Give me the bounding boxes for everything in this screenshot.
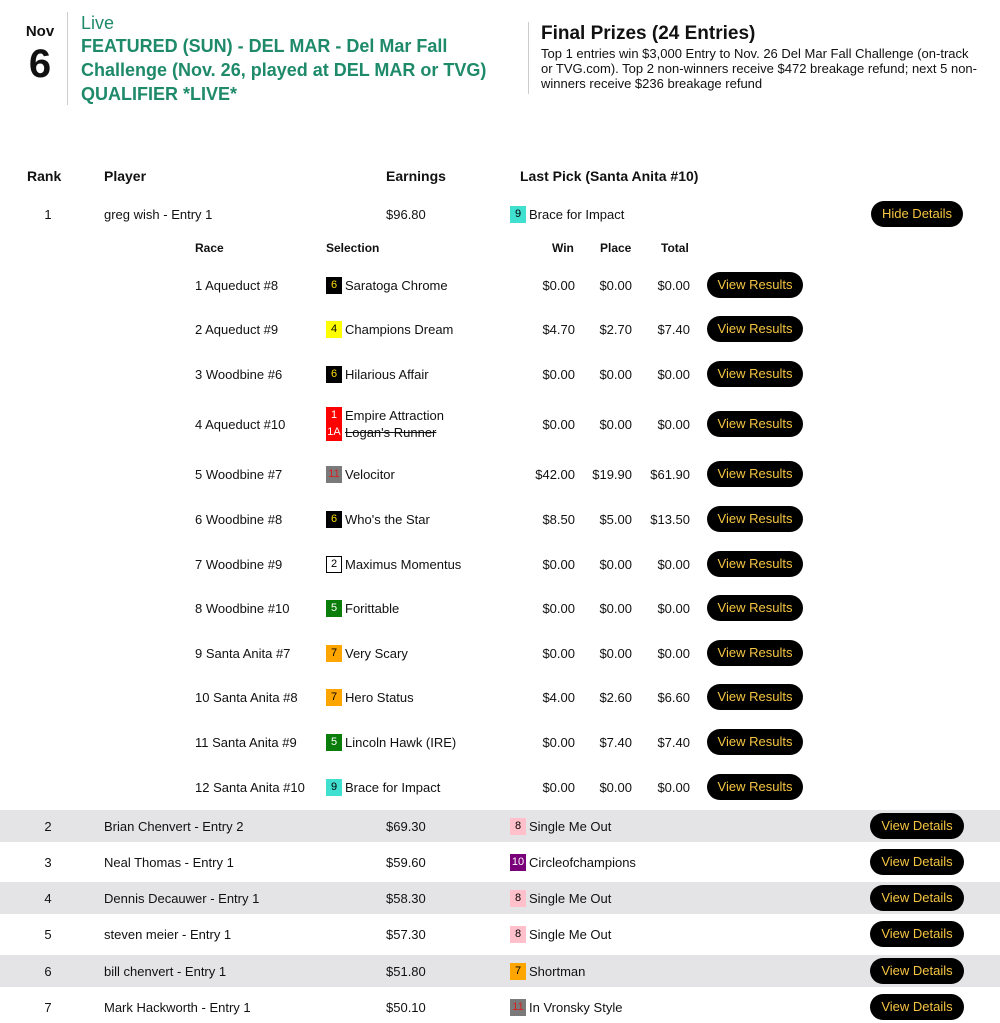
win-amount: $42.00	[535, 466, 575, 482]
race-result-row	[0, 400, 1000, 448]
place-amount: $2.60	[599, 689, 632, 705]
saddle-cloth-badge: 11	[510, 999, 526, 1016]
last-pick-cell	[510, 198, 840, 230]
race-result-row	[0, 590, 1000, 626]
saddle-cloth-badge: 1A	[326, 424, 342, 441]
results-button-cell	[706, 400, 804, 448]
col-total: Total	[661, 241, 689, 255]
last-pick-cell	[510, 846, 840, 878]
horse-name: Champions Dream	[345, 321, 454, 337]
race-result-row	[0, 267, 1000, 303]
leaderboard-row	[0, 810, 1000, 842]
race-name: 6 Woodbine #8	[195, 511, 283, 527]
selection-line	[326, 466, 395, 483]
race-result-row	[0, 546, 1000, 582]
earnings-cell: $96.80	[386, 206, 426, 222]
total-amount: $0.00	[657, 556, 690, 572]
place-amount: $7.40	[599, 734, 632, 750]
col-selection: Selection	[326, 241, 380, 255]
horse-name: Brace for Impact	[529, 206, 625, 222]
race-result-row	[0, 456, 1000, 492]
total-amount: $0.00	[657, 277, 690, 293]
view-details-button[interactable]: View Details	[870, 849, 963, 875]
race-name: 3 Woodbine #6	[195, 366, 283, 382]
rank-cell: 4	[44, 890, 52, 906]
results-button-cell	[706, 267, 804, 303]
details-button-cell	[870, 918, 964, 950]
details-button-cell	[870, 882, 964, 914]
race-name: 10 Santa Anita #8	[195, 689, 298, 705]
horse-name: Empire Attraction	[345, 408, 444, 423]
horse-name: Saratoga Chrome	[345, 277, 448, 293]
col-race: Race	[195, 241, 224, 255]
race-name: 11 Santa Anita #9	[195, 734, 297, 750]
selection-line	[326, 689, 414, 706]
horse-name: Maximus Momentus	[345, 556, 462, 572]
date-month: Nov	[25, 23, 55, 40]
selection-cell	[326, 356, 526, 392]
horse-name: Lincoln Hawk (IRE)	[345, 734, 457, 750]
details-button-cell	[870, 198, 964, 230]
player-name: bill chenvert - Entry 1	[104, 963, 227, 979]
win-amount: $4.00	[542, 689, 575, 705]
selection-line	[326, 424, 436, 441]
view-details-button[interactable]: View Details	[870, 958, 963, 984]
horse-name: Shortman	[529, 963, 586, 979]
prize-info	[528, 22, 978, 94]
earnings-cell: $58.30	[386, 890, 426, 906]
player-name: Neal Thomas - Entry 1	[104, 854, 234, 870]
selection-line	[326, 321, 453, 338]
race-name: 5 Woodbine #7	[195, 466, 283, 482]
col-last-pick: Last Pick (Santa Anita #10)	[520, 168, 699, 184]
race-name: 7 Woodbine #9	[195, 556, 283, 572]
earnings-cell: $57.30	[386, 926, 426, 942]
view-details-button[interactable]: View Details	[870, 885, 963, 911]
selection-cell	[326, 724, 526, 760]
details-header	[0, 241, 1000, 257]
win-amount: $0.00	[542, 277, 575, 293]
player-name: Brian Chenvert - Entry 2	[104, 818, 244, 834]
saddle-cloth-badge: 1	[326, 407, 342, 424]
view-results-button[interactable]: View Results	[707, 640, 804, 666]
details-button-cell	[870, 810, 964, 842]
leaderboard-row	[0, 882, 1000, 914]
horse-name: Brace for Impact	[345, 779, 441, 795]
view-results-button[interactable]: View Results	[707, 272, 804, 298]
results-button-cell	[706, 456, 804, 492]
place-amount: $2.70	[599, 321, 632, 337]
saddle-cloth-badge: 9	[326, 779, 342, 796]
view-results-button[interactable]: View Results	[707, 461, 804, 487]
view-results-button[interactable]: View Results	[707, 684, 804, 710]
saddle-cloth-badge: 2	[326, 556, 342, 573]
total-amount: $0.00	[657, 779, 690, 795]
saddle-cloth-badge: 5	[326, 734, 342, 751]
saddle-cloth-badge: 6	[326, 511, 342, 528]
horse-name: Who's the Star	[345, 511, 430, 527]
player-name: Mark Hackworth - Entry 1	[104, 999, 251, 1015]
saddle-cloth-badge: 10	[510, 854, 526, 871]
earnings-cell: $69.30	[386, 818, 426, 834]
place-amount: $19.90	[592, 466, 632, 482]
prize-title: Final Prizes (24 Entries)	[541, 23, 756, 44]
selection-line	[326, 645, 408, 662]
race-result-row	[0, 679, 1000, 715]
win-amount: $0.00	[542, 600, 575, 616]
saddle-cloth-badge: 11	[326, 466, 342, 483]
col-player: Player	[104, 168, 147, 184]
place-amount: $0.00	[599, 645, 632, 661]
total-amount: $6.60	[657, 689, 690, 705]
place-amount: $0.00	[599, 277, 632, 293]
rank-cell: 7	[44, 999, 52, 1015]
hide-details-button[interactable]: Hide Details	[871, 201, 963, 227]
status-label: Live	[81, 13, 115, 33]
col-place: Place	[600, 241, 632, 255]
date-day: 6	[28, 42, 52, 86]
horse-name: Hilarious Affair	[345, 366, 429, 382]
rank-cell: 1	[44, 206, 52, 222]
race-name: 4 Aqueduct #10	[195, 416, 286, 432]
leaderboard-row	[0, 198, 1000, 230]
results-button-cell	[706, 769, 804, 805]
selection-cell	[326, 311, 526, 347]
view-details-button[interactable]: View Details	[870, 813, 963, 839]
saddle-cloth-badge: 6	[326, 277, 342, 294]
saddle-cloth-badge: 8	[510, 926, 526, 943]
saddle-cloth-badge: 7	[326, 689, 342, 706]
col-win: Win	[552, 241, 574, 255]
total-amount: $0.00	[657, 600, 690, 616]
horse-name: Very Scary	[345, 645, 408, 661]
selection-cell	[326, 546, 526, 582]
selection-line	[326, 556, 461, 573]
view-results-button[interactable]: View Results	[707, 361, 804, 387]
race-name: 12 Santa Anita #10	[195, 779, 305, 795]
view-details-button[interactable]: View Details	[870, 921, 963, 947]
race-result-row	[0, 769, 1000, 805]
col-rank: Rank	[27, 168, 62, 184]
win-amount: $8.50	[542, 511, 575, 527]
selection-line	[326, 779, 440, 796]
leaderboard-header	[0, 168, 1000, 188]
horse-name: Single Me Out	[529, 926, 612, 942]
win-amount: $0.00	[542, 416, 575, 432]
selection-cell	[326, 501, 526, 537]
horse-name: Single Me Out	[529, 890, 612, 906]
race-name: 8 Woodbine #10	[195, 600, 290, 616]
race-result-row	[0, 356, 1000, 392]
saddle-cloth-badge: 7	[326, 645, 342, 662]
place-amount: $0.00	[599, 600, 632, 616]
saddle-cloth-badge: 9	[510, 206, 526, 223]
rank-cell: 3	[44, 854, 52, 870]
selection-line	[326, 511, 430, 528]
race-name: 9 Santa Anita #7	[195, 645, 291, 661]
selection-cell	[326, 590, 526, 626]
view-details-button[interactable]: View Details	[870, 994, 963, 1020]
results-button-cell	[706, 724, 804, 760]
saddle-cloth-badge: 6	[326, 366, 342, 383]
earnings-cell: $50.10	[386, 999, 426, 1015]
race-name: 2 Aqueduct #9	[195, 321, 279, 337]
total-amount: $13.50	[650, 511, 690, 527]
saddle-cloth-badge: 5	[326, 600, 342, 617]
results-button-cell	[706, 501, 804, 537]
player-name: Dennis Decauwer - Entry 1	[104, 890, 260, 906]
horse-name: Circleofchampions	[529, 854, 636, 870]
contest-header	[67, 12, 507, 105]
total-amount: $61.90	[650, 466, 690, 482]
total-amount: $0.00	[657, 645, 690, 661]
race-result-row	[0, 311, 1000, 347]
prize-description: Top 1 entries win $3,000 Entry to Nov. 26 Del Mar Fall Challenge (on-track or TVG.com). Top 2 non-winners receive $472 breakage refund; next 5 non-winners receive $236 breakage refund	[541, 46, 977, 91]
selection-cell	[326, 400, 526, 448]
last-pick-cell	[510, 991, 840, 1023]
selection-line	[326, 366, 429, 383]
leaderboard-row	[0, 846, 1000, 878]
total-amount: $0.00	[657, 366, 690, 382]
results-button-cell	[706, 679, 804, 715]
rank-cell: 6	[44, 963, 52, 979]
player-name: steven meier - Entry 1	[104, 926, 232, 942]
contest-title: FEATURED (SUN) - DEL MAR - Del Mar Fall Challenge (Nov. 26, played at DEL MAR or TVG) QUALIFIER *LIVE*	[81, 36, 487, 104]
last-pick-cell	[510, 810, 840, 842]
win-amount: $0.00	[542, 779, 575, 795]
view-results-button[interactable]: View Results	[707, 729, 804, 755]
saddle-cloth-badge: 7	[510, 963, 526, 980]
total-amount: $7.40	[657, 734, 690, 750]
earnings-cell: $59.60	[386, 854, 426, 870]
win-amount: $0.00	[542, 366, 575, 382]
view-results-button[interactable]: View Results	[707, 506, 804, 532]
horse-name: Hero Status	[345, 689, 414, 705]
selection-line	[326, 734, 456, 751]
selection-cell	[326, 267, 526, 303]
selection-line	[326, 277, 448, 294]
selection-line	[326, 407, 444, 424]
col-earnings: Earnings	[386, 168, 446, 184]
leaderboard-row	[0, 918, 1000, 950]
view-results-button[interactable]: View Results	[707, 551, 804, 577]
view-results-button[interactable]: View Results	[707, 316, 804, 342]
place-amount: $0.00	[599, 556, 632, 572]
rank-cell: 5	[44, 926, 52, 942]
scratched-horse-name: Logan's Runner	[345, 425, 437, 440]
saddle-cloth-badge: 8	[510, 818, 526, 835]
details-button-cell	[870, 991, 964, 1023]
results-button-cell	[706, 590, 804, 626]
place-amount: $0.00	[599, 366, 632, 382]
leaderboard-row	[0, 955, 1000, 987]
results-button-cell	[706, 356, 804, 392]
horse-name: In Vronsky Style	[529, 999, 623, 1015]
place-amount: $0.00	[599, 416, 632, 432]
results-button-cell	[706, 635, 804, 671]
selection-cell	[326, 769, 526, 805]
race-name: 1 Aqueduct #8	[195, 277, 279, 293]
player-name: greg wish - Entry 1	[104, 206, 213, 222]
view-results-button[interactable]: View Results	[707, 595, 804, 621]
view-results-button[interactable]: View Results	[707, 411, 804, 437]
contest-date	[22, 22, 58, 86]
details-button-cell	[870, 846, 964, 878]
race-result-row	[0, 501, 1000, 537]
rank-cell: 2	[44, 818, 52, 834]
win-amount: $0.00	[542, 645, 575, 661]
win-amount: $0.00	[542, 734, 575, 750]
selection-cell	[326, 456, 526, 492]
total-amount: $7.40	[657, 321, 690, 337]
selection-cell	[326, 679, 526, 715]
place-amount: $0.00	[599, 779, 632, 795]
details-button-cell	[870, 955, 964, 987]
selection-line	[326, 600, 399, 617]
leaderboard-row	[0, 991, 1000, 1023]
results-button-cell	[706, 311, 804, 347]
last-pick-cell	[510, 918, 840, 950]
view-results-button[interactable]: View Results	[707, 774, 804, 800]
horse-name: Velocitor	[345, 466, 395, 482]
earnings-cell: $51.80	[386, 963, 426, 979]
race-result-row	[0, 724, 1000, 760]
saddle-cloth-badge: 4	[326, 321, 342, 338]
race-result-row	[0, 635, 1000, 671]
last-pick-cell	[510, 882, 840, 914]
selection-cell	[326, 635, 526, 671]
last-pick-cell	[510, 955, 840, 987]
horse-name: Forittable	[345, 600, 400, 616]
win-amount: $0.00	[542, 556, 575, 572]
results-button-cell	[706, 546, 804, 582]
win-amount: $4.70	[542, 321, 575, 337]
total-amount: $0.00	[657, 416, 690, 432]
place-amount: $5.00	[599, 511, 632, 527]
saddle-cloth-badge: 8	[510, 890, 526, 907]
horse-name: Single Me Out	[529, 818, 612, 834]
